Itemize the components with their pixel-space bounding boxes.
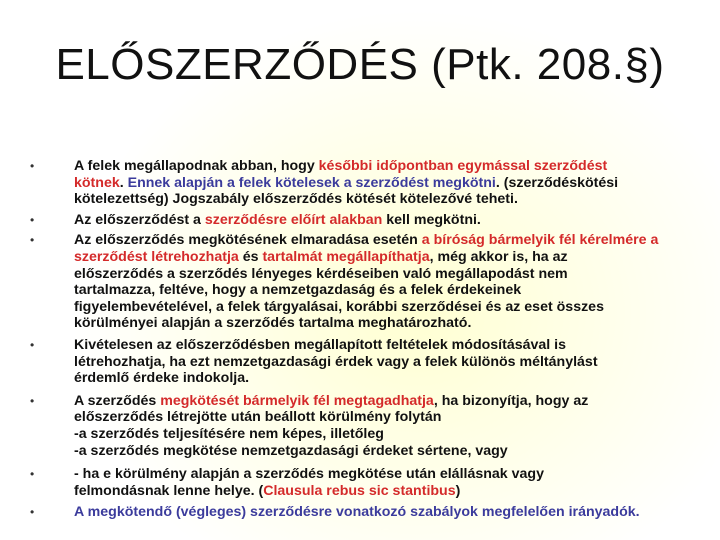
text-segment: érdemlő érdeke indokolja. [74, 370, 250, 387]
bullet-dot: • [30, 467, 35, 482]
text-segment: Az előszerződést a [74, 211, 205, 228]
red-text-segment: későbbi időpontban egymással szerződést [318, 158, 608, 174]
bullet-item [26, 466, 716, 499]
text-segment: Kivételesen az előszerződésben megállapított feltételek módosításával is [74, 336, 567, 353]
text-segment: létrehozhatja, ha ezt nemzetgazdasági érdek vagy a felek különös méltánylást [74, 353, 598, 370]
bullet-line [74, 315, 716, 332]
bullet-line [74, 426, 716, 443]
text-segment: -a szerződés teljesítésére nem képes, illetőleg [74, 425, 384, 442]
bullet-line [74, 409, 716, 426]
bullet-dot: • [30, 393, 35, 408]
text-segment: , még akkor is, ha az [429, 248, 568, 265]
bullet-item [26, 232, 716, 332]
bullet-dot: • [30, 337, 35, 352]
bullet-line [74, 354, 716, 371]
text-segment: . [119, 174, 128, 191]
text-segment: - ha e körülmény alapján a szerződés megkötése után elállásnak vagy [74, 466, 544, 483]
blue-text-segment: Ennek alapján a felek kötelesek a szerződést megkötni [127, 174, 496, 191]
text-segment: . (szerződéskötési [495, 174, 619, 191]
text-segment: és [238, 248, 263, 265]
text-segment: , ha bizonyítja, hogy az [433, 392, 589, 409]
text-segment: előszerződés a szerződés lényeges kérdéseiben való megállapodást nem [74, 265, 568, 282]
text-segment: előszerződés létrejötte után beállott körülmény folytán [74, 409, 442, 426]
bullet-line [74, 175, 716, 192]
text-segment: kötelezettség) Jogszabály előszerződés kötését kötelezővé teheti. [74, 191, 518, 208]
bullet-item [26, 504, 716, 521]
red-text-segment: a bíróság bármelyik fél kérelmére a [421, 232, 659, 249]
bullet-line [74, 393, 716, 410]
red-text-segment: tartalmát megállapíthatja [262, 248, 430, 265]
bullet-item [26, 337, 716, 387]
red-text-segment: szerződésre előírt alakban [204, 211, 383, 228]
bullet-line [74, 299, 716, 316]
bullet-dot: • [30, 159, 35, 173]
text-segment: figyelembevételével, a felek tárgyalásai, korábbi szerződései és az eset összes [74, 298, 604, 315]
bullet-dot: • [30, 212, 35, 227]
text-segment: A felek megállapodnak abban, hogy [74, 158, 319, 174]
bullet-line [74, 266, 716, 283]
text-segment: A szerződés [74, 392, 161, 409]
red-text-segment: megkötését bármelyik fél megtagadhatja [160, 392, 434, 409]
text-segment: felmondásnak lenne helye. ( [74, 482, 264, 499]
bullet-dot: • [30, 505, 35, 520]
blue-text-segment: A megkötendő (végleges) szerződésre vonatkozó szabályok megfelelően irányadók. [74, 504, 640, 521]
bullet-line [74, 370, 716, 387]
bullet-line [74, 443, 716, 460]
bullet-line [74, 158, 716, 175]
text-segment: tartalmazza, feltéve, hogy a nemzetgazdaság és a felek érdekeinek [74, 282, 522, 299]
slide-title: ELŐSZERZŐDÉS (Ptk. 208.§) [55, 40, 665, 89]
red-text-segment: Clausula rebus sic stantibus [263, 482, 456, 499]
bullet-list [26, 158, 716, 521]
text-segment: körülményei alapján a szerződés tartalma meghatározható. [74, 315, 472, 332]
bullet-line [74, 483, 716, 500]
text-segment: -a szerződés megkötése nemzetgazdasági érdeket sértene, vagy [74, 442, 508, 459]
red-text-segment: szerződést létrehozhatja [74, 248, 239, 265]
bullet-line [74, 504, 716, 521]
bullet-line [74, 232, 716, 249]
bullet-line [74, 282, 716, 299]
bullet-line [74, 191, 716, 208]
bullet-item [26, 212, 716, 229]
bullet-item [26, 393, 716, 459]
bullet-line [74, 466, 716, 483]
red-text-segment: kötnek [74, 174, 120, 191]
text-segment: kell megkötni. [382, 211, 481, 228]
bullet-line [74, 337, 716, 354]
text-segment: ) [455, 482, 461, 499]
bullet-line [74, 212, 716, 229]
bullet-line [74, 249, 716, 266]
bullet-dot: • [30, 233, 35, 248]
bullet-item [26, 158, 716, 208]
text-segment: Az előszerződés megkötésének elmaradása esetén [74, 232, 422, 249]
